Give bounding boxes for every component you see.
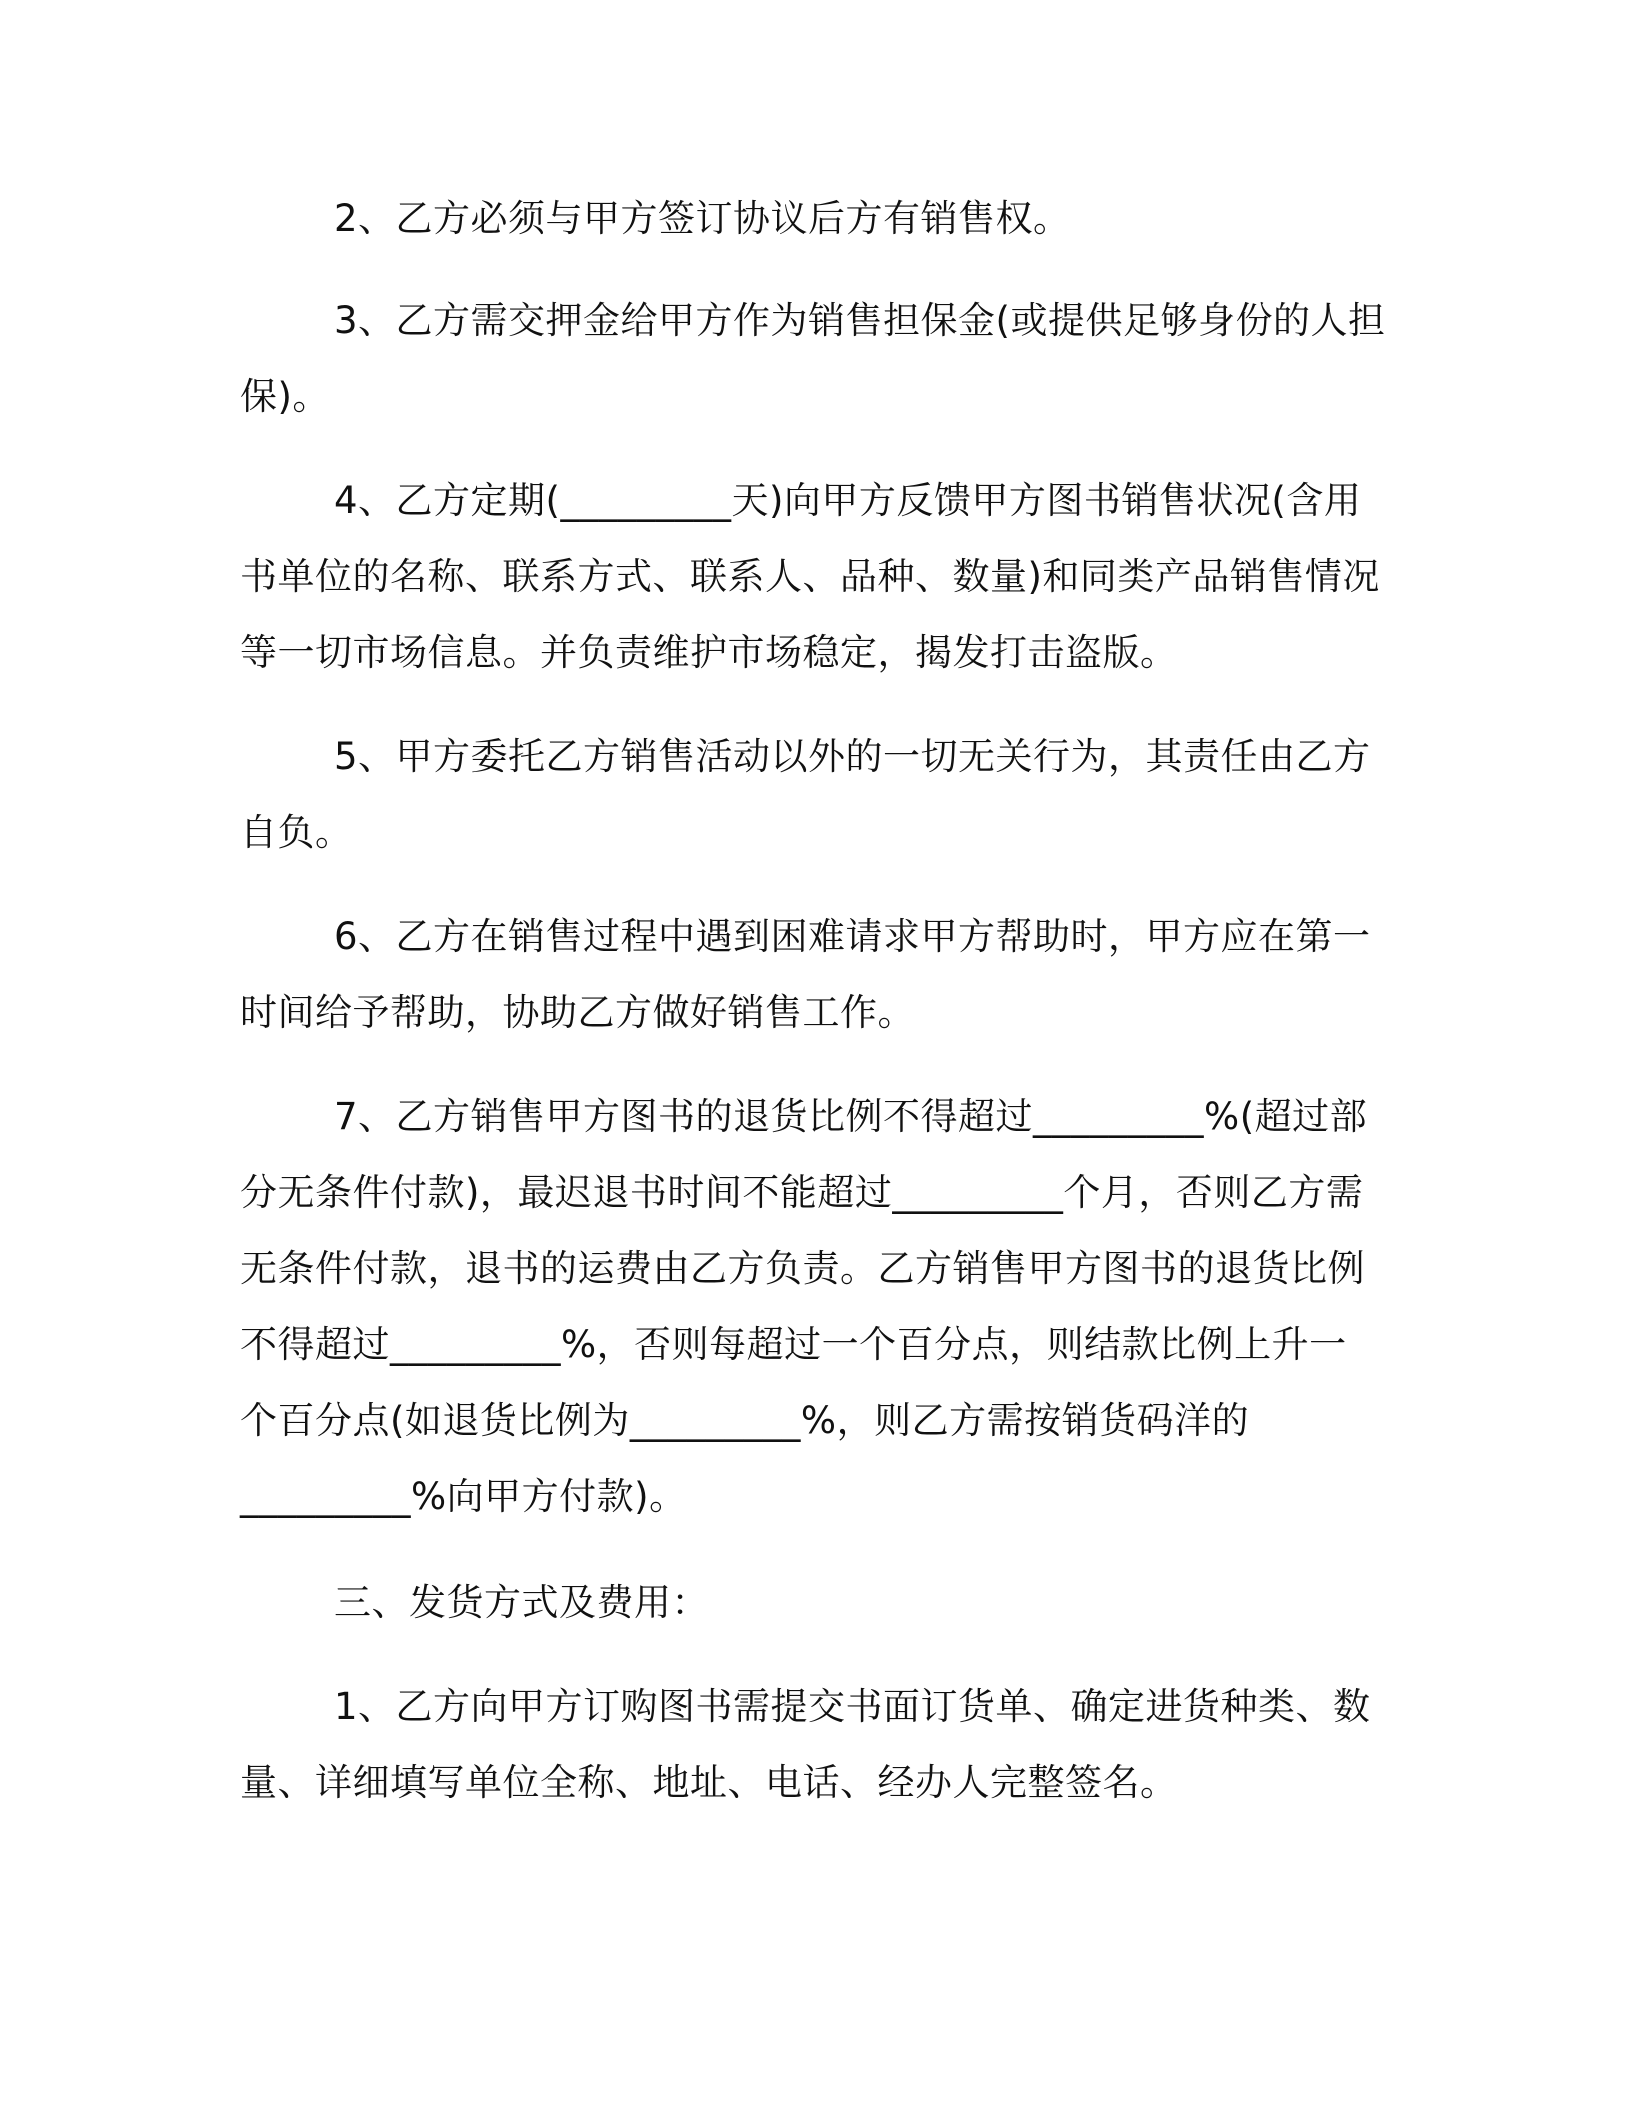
- paragraph-4-line-2: 书单位的名称、联系方式、联系人、品种、数量)和同类产品销售情况: [240, 555, 1380, 598]
- paragraph-3-line-2: 保)。: [240, 375, 330, 418]
- paragraph-7-line-3: 无条件付款，退书的运费由乙方负责。乙方销售甲方图书的退货比例: [240, 1247, 1365, 1290]
- paragraph-6-line-1: 6、乙方在销售过程中遇到困难请求甲方帮助时，甲方应在第一: [334, 915, 1371, 958]
- paragraph-6-line-2: 时间给予帮助，协助乙方做好销售工作。: [240, 991, 915, 1034]
- paragraph-4-line-3: 等一切市场信息。并负责维护市场稳定，揭发打击盗版。: [240, 631, 1178, 674]
- paragraph-7-line-5: 个百分点(如退货比例为_________%，则乙方需按销货码洋的: [240, 1399, 1250, 1442]
- shipping-item-1-line-2: 量、详细填写单位全称、地址、电话、经办人完整签名。: [240, 1761, 1178, 1804]
- paragraph-7-line-1: 7、乙方销售甲方图书的退货比例不得超过_________%(超过部: [334, 1095, 1368, 1138]
- shipping-item-1-line-1: 1、乙方向甲方订购图书需提交书面订货单、确定进货种类、数: [334, 1685, 1371, 1728]
- paragraph-5-line-1: 5、甲方委托乙方销售活动以外的一切无关行为，其责任由乙方: [334, 735, 1371, 778]
- paragraph-7-line-2: 分无条件付款)，最迟退书时间不能超过_________个月，否则乙方需: [240, 1171, 1364, 1214]
- section-heading-shipping: 三、发货方式及费用：: [334, 1581, 709, 1624]
- paragraph-3-line-1: 3、乙方需交押金给甲方作为销售担保金(或提供足够身份的人担: [334, 299, 1386, 342]
- paragraph-7-line-6: _________%向甲方付款)。: [240, 1475, 687, 1518]
- paragraph-5-line-2: 自负。: [240, 811, 353, 854]
- paragraph-4-line-1: 4、乙方定期(_________天)向甲方反馈甲方图书销售状况(含用: [334, 479, 1362, 522]
- paragraph-2-line-1: 2、乙方必须与甲方签订协议后方有销售权。: [334, 197, 1071, 240]
- paragraph-7-line-4: 不得超过_________%，否则每超过一个百分点，则结款比例上升一: [240, 1323, 1347, 1366]
